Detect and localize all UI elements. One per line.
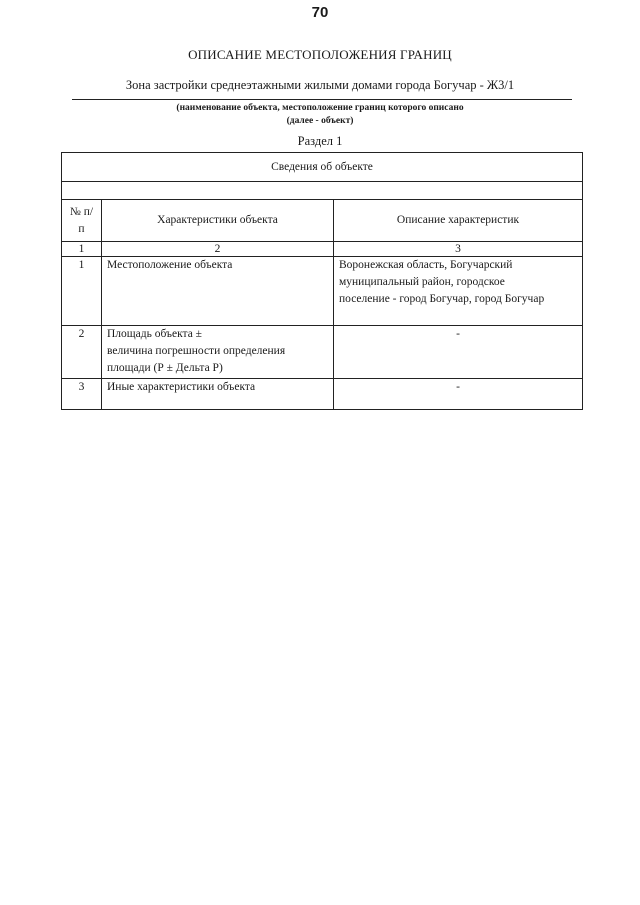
table-column-headers-row xyxy=(62,200,583,242)
object-name-caption xyxy=(0,102,640,128)
table-empty-row xyxy=(62,182,583,200)
row-characteristic-line: площади (Р ± Дельта Р) xyxy=(107,362,223,374)
row-characteristic-line: Площадь объекта ± xyxy=(107,328,202,340)
row-number: 2 xyxy=(62,326,102,379)
table-row xyxy=(62,379,583,410)
table-row xyxy=(62,257,583,326)
table-header: Сведения об объекте xyxy=(62,153,583,182)
column-number-1: 1 xyxy=(62,242,102,257)
row-characteristic xyxy=(102,257,334,326)
object-name: Зона застройки среднеэтажными жилыми домами города Богучар - Ж3/1 xyxy=(125,78,515,92)
row-description-line: поселение - город Богучар, город Богучар xyxy=(339,293,545,305)
page-number: 70 xyxy=(311,4,329,21)
column-header-description: Описание характеристик xyxy=(334,200,583,242)
table-empty-cell xyxy=(62,182,583,200)
row-description: - xyxy=(334,379,583,410)
table-row xyxy=(62,326,583,379)
table-column-numbers-row xyxy=(62,242,583,257)
row-characteristic-line: Иные характеристики объекта xyxy=(107,381,256,393)
row-characteristic-line: величина погрешности определения xyxy=(107,345,286,357)
object-name-underline xyxy=(72,99,572,100)
column-header-num: № п/п xyxy=(62,200,102,242)
row-characteristic-line: Местоположение объекта xyxy=(107,259,233,271)
column-number-2: 2 xyxy=(102,242,334,257)
row-characteristic xyxy=(102,379,334,410)
object-caption-line-1: (наименование объекта, местоположение границ которого описано xyxy=(176,103,464,113)
row-number: 1 xyxy=(62,257,102,326)
row-description: - xyxy=(334,326,583,379)
row-description xyxy=(334,257,583,326)
document-title: ОПИСАНИЕ МЕСТОПОЛОЖЕНИЯ ГРАНИЦ xyxy=(188,47,452,62)
row-description-line: муниципальный район, городское xyxy=(339,276,505,288)
row-number: 3 xyxy=(62,379,102,410)
row-description-line: Воронежская область, Богучарский xyxy=(339,259,513,271)
section-label: Раздел 1 xyxy=(297,134,343,148)
object-info-table xyxy=(61,152,583,410)
table-header-row xyxy=(62,153,583,182)
column-header-characteristics: Характеристики объекта xyxy=(102,200,334,242)
object-caption-line-2: (далее - объект) xyxy=(286,116,354,126)
row-characteristic xyxy=(102,326,334,379)
column-number-3: 3 xyxy=(334,242,583,257)
